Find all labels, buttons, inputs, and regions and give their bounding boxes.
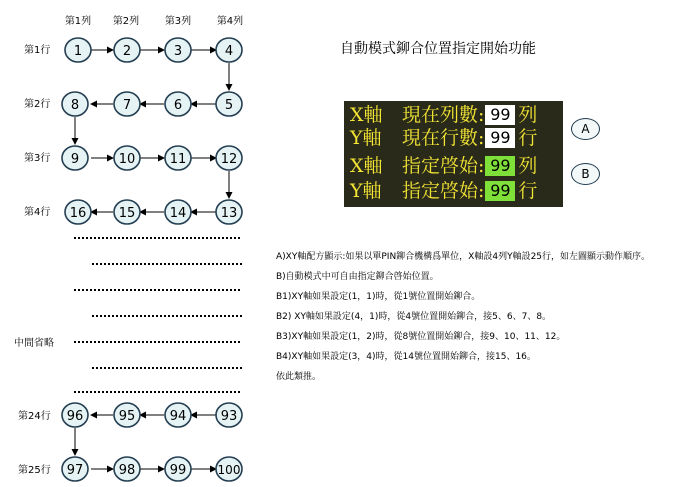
node-label: 100 (217, 463, 241, 477)
field-label: 現在行數: (402, 127, 485, 149)
x-current-value[interactable]: 99 (485, 105, 515, 125)
node-95 (114, 403, 140, 427)
node-label: 98 (118, 463, 136, 478)
axis-label: X軸 (350, 155, 383, 177)
node-label: 94 (169, 409, 187, 424)
hmi-display-panel (344, 101, 563, 207)
omitted-label: 中間省略 (14, 338, 54, 349)
node-label: 14 (169, 206, 187, 221)
column-header-1: 第1列 (64, 16, 92, 27)
axis-label: Y軸 (350, 180, 382, 202)
node-label: 4 (224, 44, 234, 59)
node-label: 97 (66, 463, 84, 478)
unit-label: 列 (518, 104, 538, 126)
node-12 (216, 146, 242, 170)
node-10 (114, 146, 140, 170)
node-label: 8 (70, 98, 80, 113)
note-a: A)XY軸配方顯示:如果以單PIN鉚合機構爲單位，X軸設4列Y軸設25行，如左圖顯示動作順序。 (276, 252, 651, 262)
notes (276, 251, 676, 391)
node-1 (65, 38, 91, 62)
y-start-value[interactable]: 99 (485, 181, 515, 201)
note-etc: 依此類推。 (276, 372, 322, 382)
field-label: 現在列數: (402, 104, 485, 126)
marker-b: B (571, 163, 600, 185)
y-current-value[interactable]: 99 (485, 128, 515, 148)
column-header-3: 第3列 (164, 16, 192, 27)
node-94 (165, 403, 191, 427)
row-label-24: 第24行 (18, 411, 51, 422)
node-label: 3 (173, 44, 183, 59)
node-label: 12 (220, 152, 238, 167)
node-2 (114, 38, 140, 62)
node-label: 13 (220, 206, 238, 221)
node-96 (62, 403, 88, 427)
node-100 (216, 457, 242, 481)
axis-label: X軸 (350, 104, 383, 126)
column-header-2: 第2列 (112, 16, 140, 27)
node-3 (165, 38, 191, 62)
node-label: 2 (122, 44, 132, 59)
node-label: 6 (173, 98, 183, 113)
note-b4: B4)XY軸如果設定(3，4)時，從14號位置開始鉚合，接15、16。 (276, 352, 536, 362)
node-15 (114, 200, 140, 224)
node-label: 99 (169, 463, 187, 478)
node-11 (165, 146, 191, 170)
page-title: 自動模式鉚合位置指定開始功能 (340, 41, 536, 57)
node-label: 10 (118, 152, 136, 167)
note-b1: B1)XY軸如果設定(1，1)時，從1號位置開始鉚合。 (276, 292, 481, 302)
note-b: B)自動模式中可自由指定鉚合啓始位置。 (276, 272, 439, 282)
node-97 (62, 457, 88, 481)
marker-a: A (571, 118, 600, 140)
node-99 (165, 457, 191, 481)
node-14 (165, 200, 191, 224)
field-label: 指定啓始: (402, 155, 485, 177)
node-13 (216, 200, 242, 224)
row-label-25: 第25行 (18, 465, 51, 476)
node-8 (62, 92, 88, 116)
row-label-1: 第1行 (24, 45, 51, 56)
node-label: 95 (118, 409, 136, 424)
node-label: 93 (220, 409, 238, 424)
note-b3: B3)XY軸如果設定(1，2)時，從8號位置開始鉚合，接9、10、11、12。 (276, 332, 566, 342)
row-label-4: 第4行 (24, 207, 51, 218)
node-5 (216, 92, 242, 116)
node-6 (165, 92, 191, 116)
node-label: 9 (70, 152, 80, 167)
node-9 (62, 146, 88, 170)
unit-label: 行 (518, 127, 538, 149)
panel-row-x-current (350, 103, 537, 127)
node-label: 16 (69, 206, 87, 221)
node-98 (114, 457, 140, 481)
node-label: 7 (122, 98, 132, 113)
node-16 (65, 200, 91, 224)
field-label: 指定啓始: (402, 180, 485, 202)
panel-row-x-start (350, 154, 537, 178)
node-label: 5 (224, 98, 234, 113)
x-start-value[interactable]: 99 (485, 156, 515, 176)
node-label: 15 (118, 206, 136, 221)
node-7 (114, 92, 140, 116)
panel-row-y-start (350, 179, 537, 203)
axis-label: Y軸 (350, 127, 382, 149)
row-label-3: 第3行 (24, 153, 51, 164)
node-4 (216, 38, 242, 62)
node-label: 1 (73, 44, 83, 59)
panel-row-y-current (350, 126, 537, 150)
column-header-4: 第4列 (216, 16, 244, 27)
note-b2: B2) XY軸如果設定(4，1)時，從4號位置開始鉚合，接5、6、7、8。 (276, 312, 552, 322)
node-label: 11 (169, 152, 187, 167)
row-label-2: 第2行 (24, 99, 51, 110)
node-label: 96 (66, 409, 84, 424)
unit-label: 列 (518, 155, 538, 177)
node-93 (216, 403, 242, 427)
unit-label: 行 (518, 180, 538, 202)
